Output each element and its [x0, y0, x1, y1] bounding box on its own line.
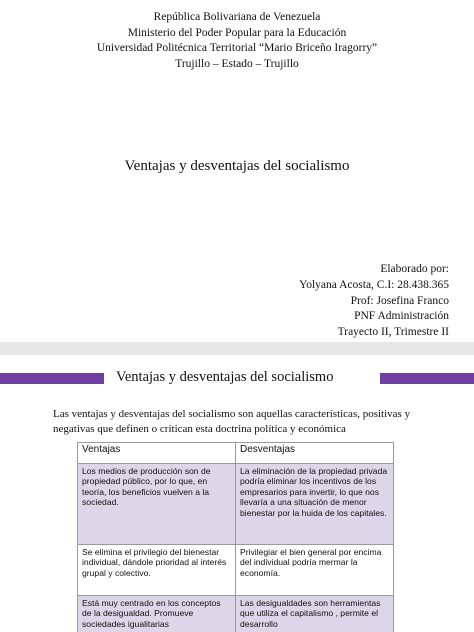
desventaja-cell: Privilegiar el bien general por encima del individual podría mermar la economía. — [236, 545, 394, 596]
desventaja-cell: La eliminación de la propiedad privada podría eliminar los incentivos de los empresarios para invertir, lo que nos llevaría a una situación de menor bienestar por la huida de los capitales. — [236, 464, 394, 545]
author-info — [299, 262, 449, 341]
table-row — [78, 464, 394, 545]
intro-paragraph: Las ventajas y desventajas del socialismo son aquellas características, positivas y negativas que definen o critican esta doctrina política y económica — [53, 408, 411, 435]
content-slide — [0, 355, 474, 632]
pros-cons-table — [77, 442, 394, 632]
ventaja-cell: Los medios de producción son de propiedad público, por lo que, en teoría, los beneficios vuelven a la sociedad. — [78, 464, 236, 545]
header-line-location: Trujillo – Estado – Trujillo — [175, 57, 299, 70]
ventaja-cell: Está muy centrado en los conceptos de la desigualdad. Promueve sociedades igualitarias — [78, 596, 236, 632]
header-line-university: Universidad Politécnica Territorial “Mario Briceño Iragorry” — [96, 42, 378, 54]
institution-header — [0, 10, 474, 72]
table-row — [78, 596, 394, 632]
author-line-student: Yolyana Acosta, C.I: 28.438.365 — [299, 278, 449, 291]
author-line-prepared-by: Elaborado por: — [380, 263, 449, 275]
author-line-program: PNF Administración — [354, 310, 449, 323]
document-title: Ventajas y desventajas del socialismo — [124, 158, 350, 174]
slide-title: Ventajas y desventajas del socialismo — [116, 369, 334, 385]
header-line-country: República Bolivariana de Venezuela — [153, 11, 321, 23]
table-row — [78, 545, 394, 596]
author-line-term: Trayecto II, Trimestre II — [337, 326, 449, 339]
accent-bar-left — [0, 373, 104, 384]
table-header-row — [78, 443, 394, 464]
ventaja-cell: Se elimina el privilegio del bienestar individual, dándole prioridad al interés grupal y colectivo. — [78, 545, 236, 596]
column-header-ventajas: Ventajas — [78, 443, 236, 464]
column-header-desventajas: Desventajas — [236, 443, 394, 464]
header-line-ministry: Ministerio del Poder Popular para la Educación — [127, 26, 347, 39]
accent-bar-right — [380, 373, 474, 384]
author-line-professor: Prof: Josefina Franco — [350, 294, 449, 307]
desventaja-cell: Las desigualdades son herramientas que utiliza el capitalismo , permite el desarrollo — [236, 596, 394, 632]
